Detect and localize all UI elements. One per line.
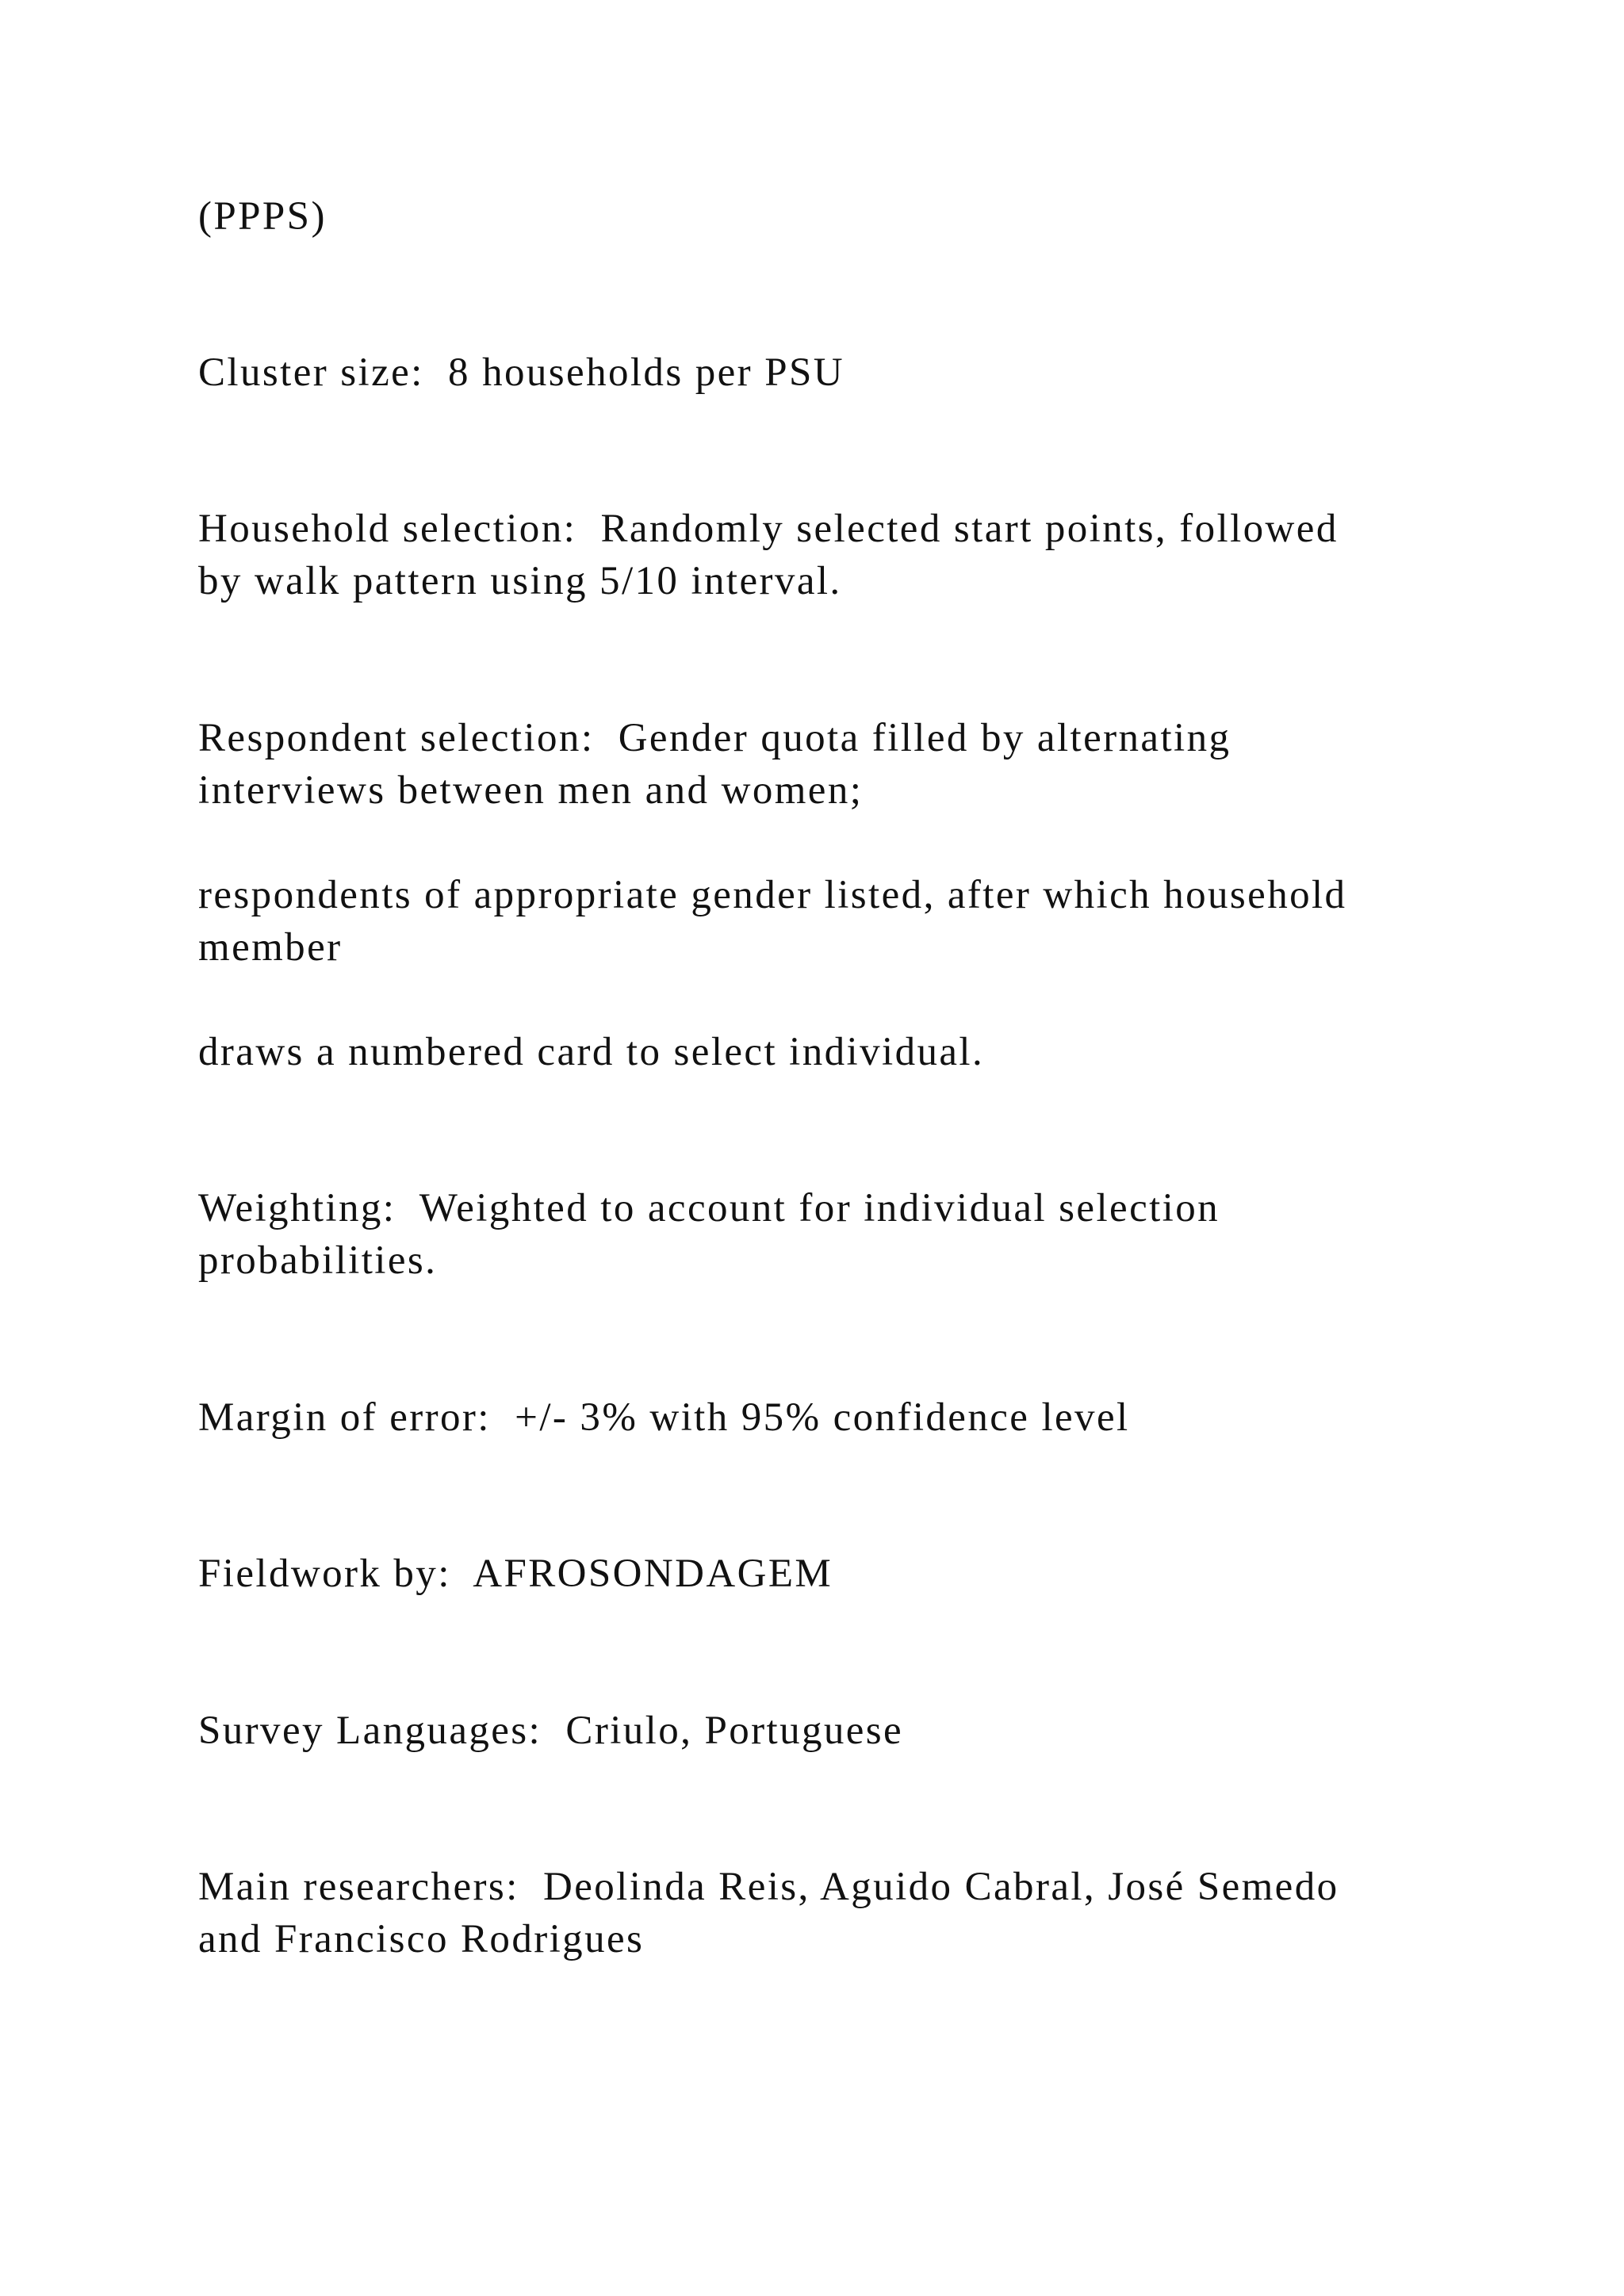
weighting-line-2: probabilities. [198, 1238, 438, 1283]
household-selection-line-2: by walk pattern using 5/10 interval. [198, 559, 842, 603]
cluster-size-line: Cluster size: 8 households per PSU [198, 350, 845, 395]
fieldwork-line: Fieldwork by: AFROSONDAGEM [198, 1552, 833, 1596]
respondents-listed-line-2: member [198, 925, 343, 970]
main-researchers-line-1: Main researchers: Deolinda Reis, Aguido Cabral, José Semedo [198, 1865, 1339, 1909]
pps-label: (PPPS) [198, 194, 327, 239]
household-selection-line-1: Household selection: Randomly selected start points, followed [198, 507, 1339, 551]
respondent-selection-line-1: Respondent selection: Gender quota filled by alternating [198, 716, 1231, 760]
survey-languages-line: Survey Languages: Criulo, Portuguese [198, 1709, 904, 1753]
respondent-selection-line-2: interviews between men and women; [198, 768, 864, 813]
weighting-line-1: Weighting: Weighted to account for individual selection [198, 1186, 1220, 1230]
margin-of-error-line: Margin of error: +/- 3% with 95% confidence level [198, 1395, 1130, 1440]
numbered-card-line: draws a numbered card to select individual. [198, 1030, 985, 1074]
main-researchers-line-2: and Francisco Rodrigues [198, 1917, 645, 1961]
respondents-listed-line-1: respondents of appropriate gender listed, after which household [198, 873, 1347, 917]
